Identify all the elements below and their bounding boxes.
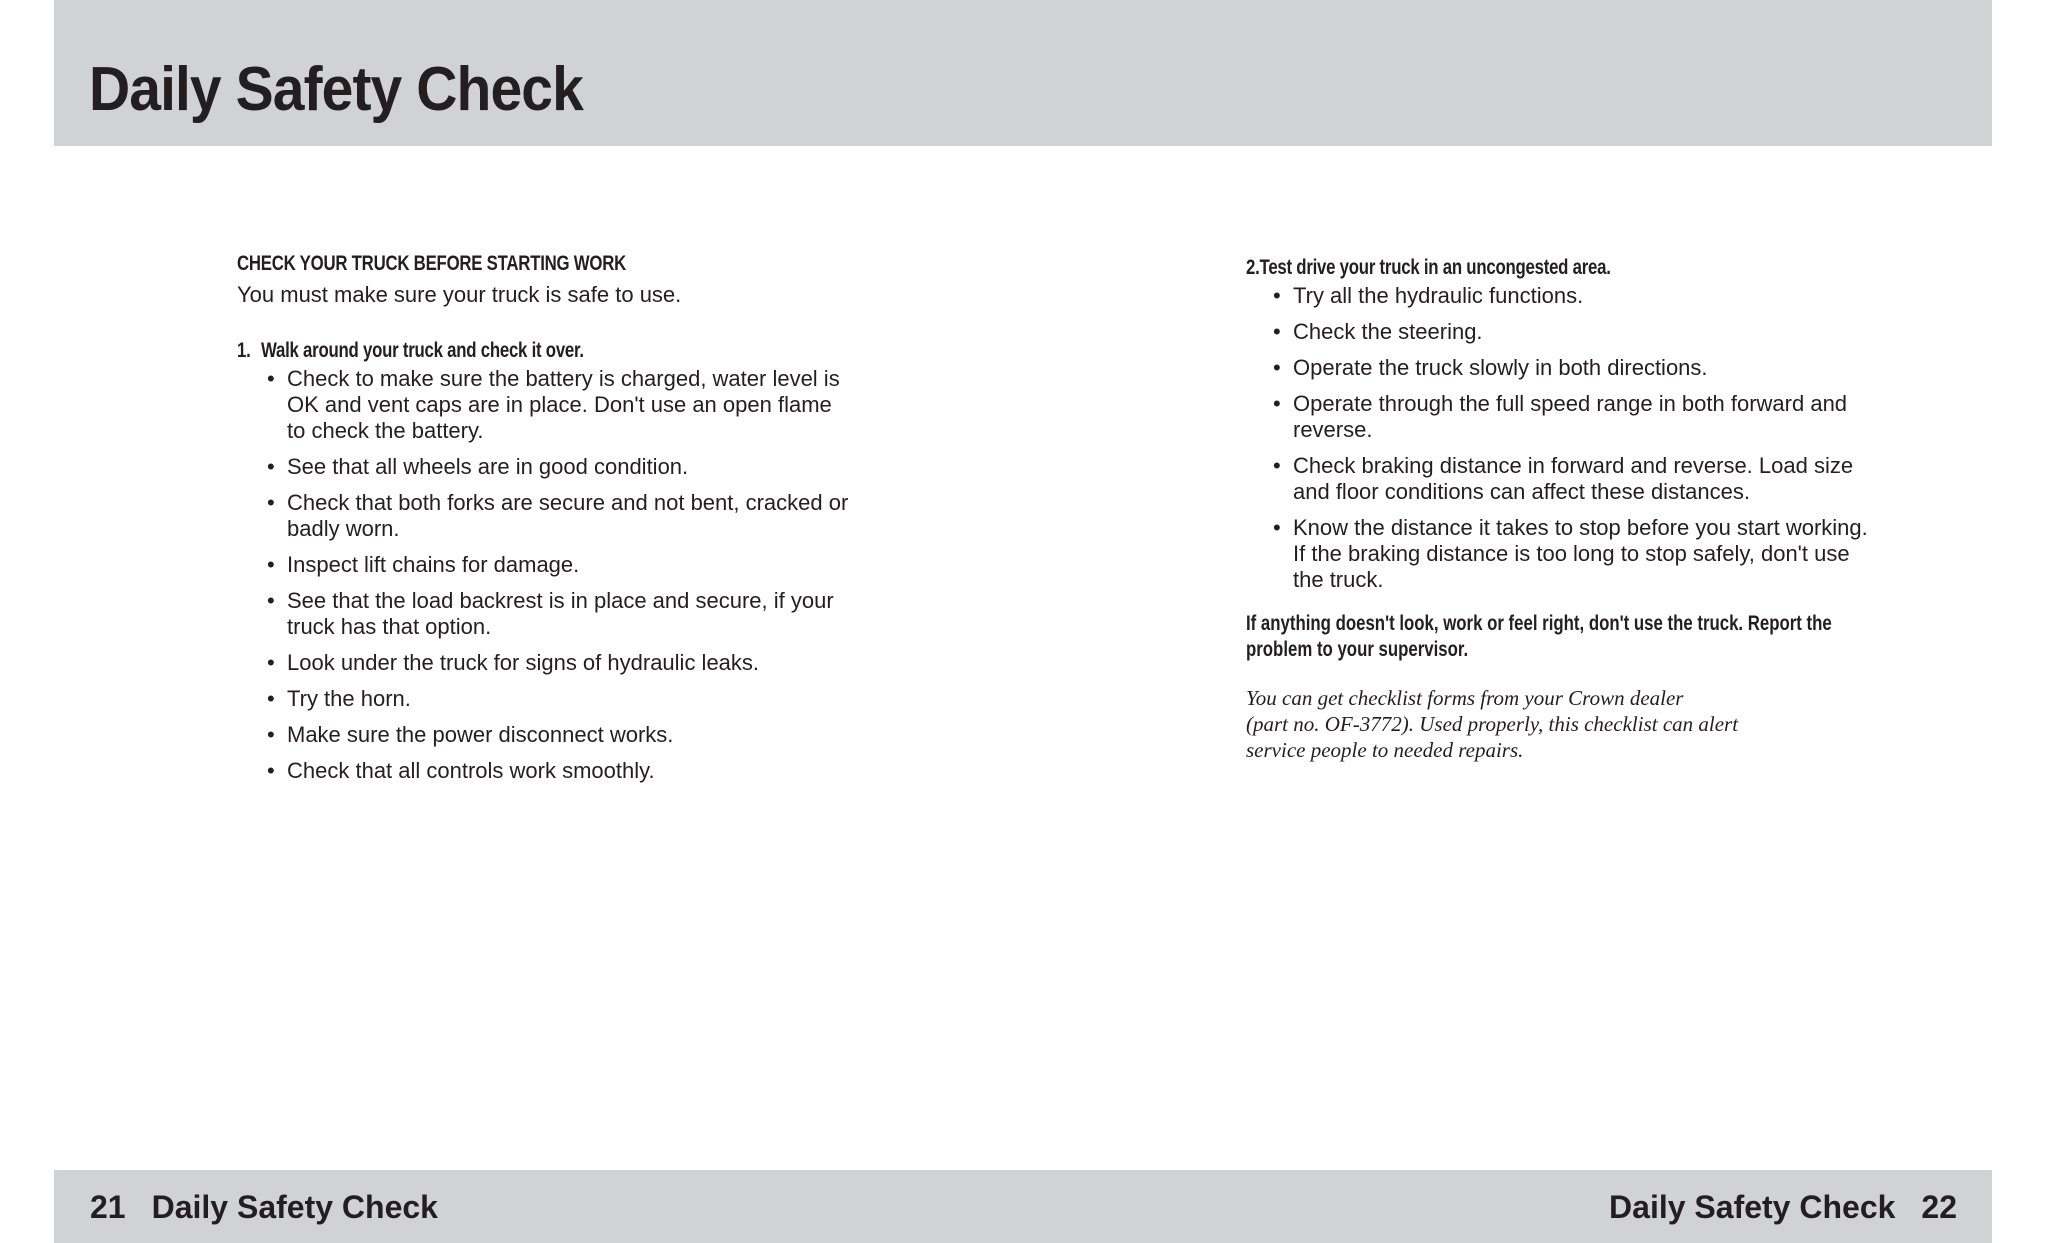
left-footer-title: Daily Safety Check — [151, 1189, 438, 1225]
left-column — [237, 248, 877, 794]
bullet-icon: • — [267, 454, 275, 479]
warning-text: If anything doesn't look, work or feel right, don't use the truck. Report the problem to your supervisor. — [1246, 612, 1832, 661]
step-1-bullet-list — [237, 366, 877, 784]
bullet-icon: • — [1273, 453, 1281, 478]
step-2-heading-text: Test drive your truck in an uncongested area. — [1259, 256, 1611, 279]
right-page-number: 22 — [1921, 1189, 1957, 1225]
note-line: (part no. OF-3772). Used properly, this checklist can alert — [1246, 712, 1739, 736]
list-item: • Look under the truck for signs of hydraulic leaks. — [267, 650, 760, 675]
right-column — [1246, 253, 1886, 763]
bullet-icon: • — [267, 650, 275, 675]
list-item: • Check the steering. — [1273, 319, 1483, 344]
list-item: • Operate the truck slowly in both directions. — [1273, 355, 1708, 380]
bullet-icon: • — [267, 552, 275, 577]
step-2-heading — [1246, 253, 1758, 283]
note-line: service people to needed repairs. — [1246, 738, 1524, 762]
list-item: • Try all the hydraulic functions. — [1273, 283, 1584, 308]
bullet-icon: • — [1273, 355, 1281, 380]
list-item: • Operate through the full speed range in both forward and reverse. — [1273, 391, 1848, 442]
checklist-note — [1246, 685, 1806, 763]
bullet-icon: • — [1273, 283, 1281, 308]
step-1-heading-text: Walk around your truck and check it over. — [261, 339, 584, 362]
page-title: Daily Safety Check — [89, 55, 583, 124]
header-band — [54, 0, 1992, 146]
step-2-number: 2. — [1246, 256, 1260, 279]
list-item: • Inspect lift chains for damage. — [267, 552, 580, 577]
bullet-icon: • — [1273, 515, 1281, 540]
step-2-bullet-list — [1246, 283, 1886, 593]
footer-left — [90, 1187, 438, 1227]
list-item: • See that the load backrest is in place and secure, if your truck has that option. — [267, 588, 834, 639]
list-item: • Check to make sure the battery is charged, water level is OK and vent caps are in place. Don't use an open flame to check the battery. — [267, 366, 840, 443]
left-page-number: 21 — [90, 1189, 126, 1225]
list-item: • Make sure the power disconnect works. — [267, 722, 674, 747]
bullet-icon: • — [267, 686, 275, 711]
bullet-icon: • — [1273, 391, 1281, 416]
list-item: • Try the horn. — [267, 686, 411, 711]
bullet-icon: • — [267, 758, 275, 783]
list-item: • Know the distance it takes to stop before you start working. If the braking distance is too long to stop safely, don't use the truck. — [1273, 515, 1868, 592]
intro-text: You must make sure your truck is safe to use. — [237, 282, 682, 307]
bullet-icon: • — [267, 366, 275, 391]
bullet-icon: • — [1273, 319, 1281, 344]
list-item: • Check that all controls work smoothly. — [267, 758, 655, 783]
note-line: You can get checklist forms from your Crown dealer — [1246, 686, 1684, 710]
footer-band — [54, 1170, 1992, 1243]
list-item: • Check braking distance in forward and reverse. Load size and floor conditions can affect these distances. — [1273, 453, 1854, 504]
list-item: • See that all wheels are in good condition. — [267, 454, 689, 479]
section-heading: CHECK YOUR TRUCK BEFORE STARTING WORK — [237, 252, 627, 275]
list-item: • Check that both forks are secure and not bent, cracked or badly worn. — [267, 490, 849, 541]
bullet-icon: • — [267, 588, 275, 613]
step-1-number: 1. — [237, 339, 251, 362]
footer-right — [1609, 1187, 1957, 1227]
bullet-icon: • — [267, 722, 275, 747]
bullet-icon: • — [267, 490, 275, 515]
step-1-heading — [237, 336, 749, 366]
right-footer-title: Daily Safety Check — [1609, 1189, 1896, 1225]
